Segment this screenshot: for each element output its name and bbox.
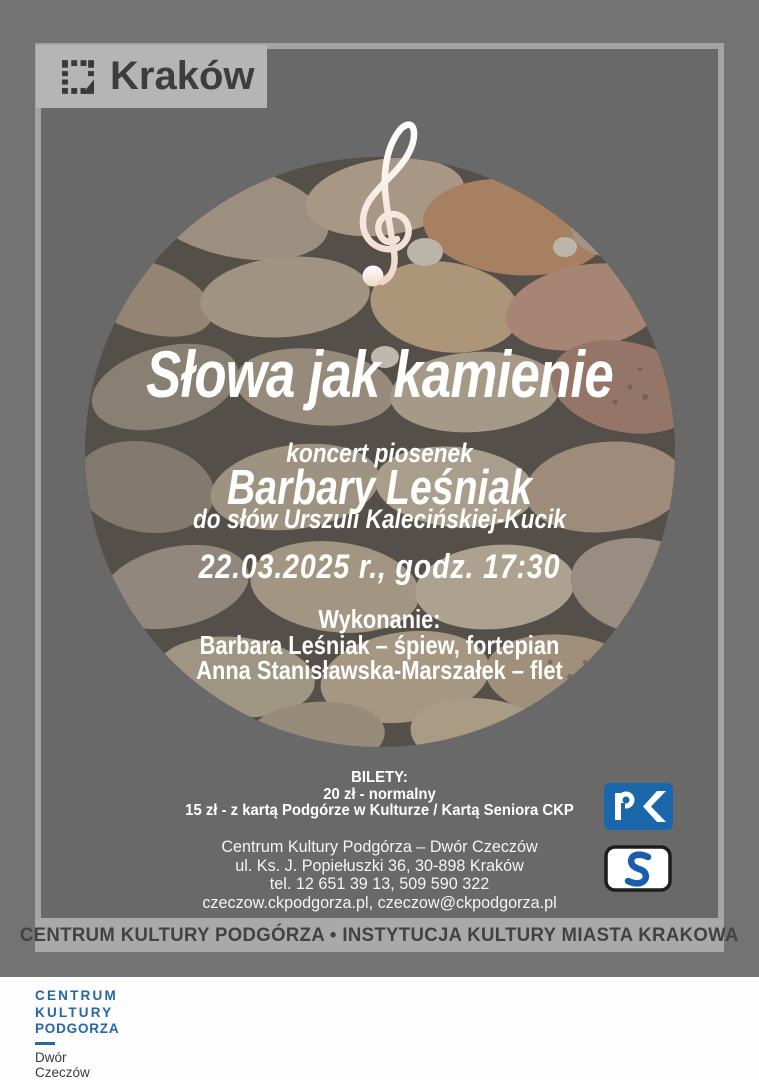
tickets-heading: BILETY: bbox=[351, 769, 408, 786]
podgorze-w-kulturze-badge bbox=[604, 783, 673, 830]
krakow-logo-band bbox=[36, 45, 267, 108]
org-logo-sub2: Czeczów bbox=[35, 1064, 90, 1080]
org-logo-line2: KULTURY bbox=[35, 1004, 114, 1020]
karta-seniora-badge bbox=[604, 845, 673, 892]
venue-phones: tel. 12 651 39 13, 509 590 322 bbox=[269, 875, 490, 894]
krakow-city-icon bbox=[62, 59, 94, 95]
performer-2: Anna Stanisławska-Marszałek – flet bbox=[196, 655, 563, 685]
krakow-logo-label: Kraków bbox=[110, 54, 255, 98]
ticket-price-normal: 20 zł - normalny bbox=[323, 785, 436, 803]
org-logo-rule bbox=[35, 1042, 55, 1045]
performer-1: Barbara Leśniak – śpiew, fortepian bbox=[199, 629, 560, 660]
performance-block bbox=[90, 604, 669, 685]
venue-address: ul. Ks. J. Popiełuszki 36, 30-898 Kraków bbox=[235, 856, 524, 875]
treble-clef-icon bbox=[325, 108, 450, 303]
footer-band bbox=[20, 918, 739, 952]
venue-name: Centrum Kultury Podgórza – Dwór Czeczów bbox=[221, 838, 538, 856]
subtitle-concert: koncert piosenek bbox=[286, 438, 473, 468]
poster-title: Słowa jak kamienie bbox=[146, 337, 613, 411]
performance-heading: Wykonanie: bbox=[318, 604, 441, 634]
org-logo-line1: CENTRUM bbox=[35, 988, 118, 1003]
org-logo-line3: PODGORZA bbox=[35, 1021, 120, 1036]
podgorze-w-kulturze-icon bbox=[604, 783, 673, 830]
ticket-price-discount: 15 zł - z kartą Podgórze w Kulturze / Kartą Seniora CKP bbox=[185, 802, 574, 819]
karta-seniora-icon bbox=[604, 845, 672, 892]
event-datetime: 22.03.2025 r., godz. 17:30 bbox=[198, 548, 561, 586]
org-logo-sub1: Dwór bbox=[35, 1049, 67, 1065]
footer-band-text: CENTRUM KULTURY PODGÓRZA • INSTYTUCJA KULTURY MIASTA KRAKOWA bbox=[20, 923, 739, 946]
lyrics-credit: do słów Urszuli Kalecińskiej-Kucik bbox=[192, 504, 567, 534]
venue-web-email: czeczow.ckpodgorza.pl, czeczow@ckpodgorza.pl bbox=[202, 893, 557, 912]
ck-podgorza-logo bbox=[35, 988, 119, 1080]
artist-name: Barbary Leśniak bbox=[226, 461, 533, 515]
